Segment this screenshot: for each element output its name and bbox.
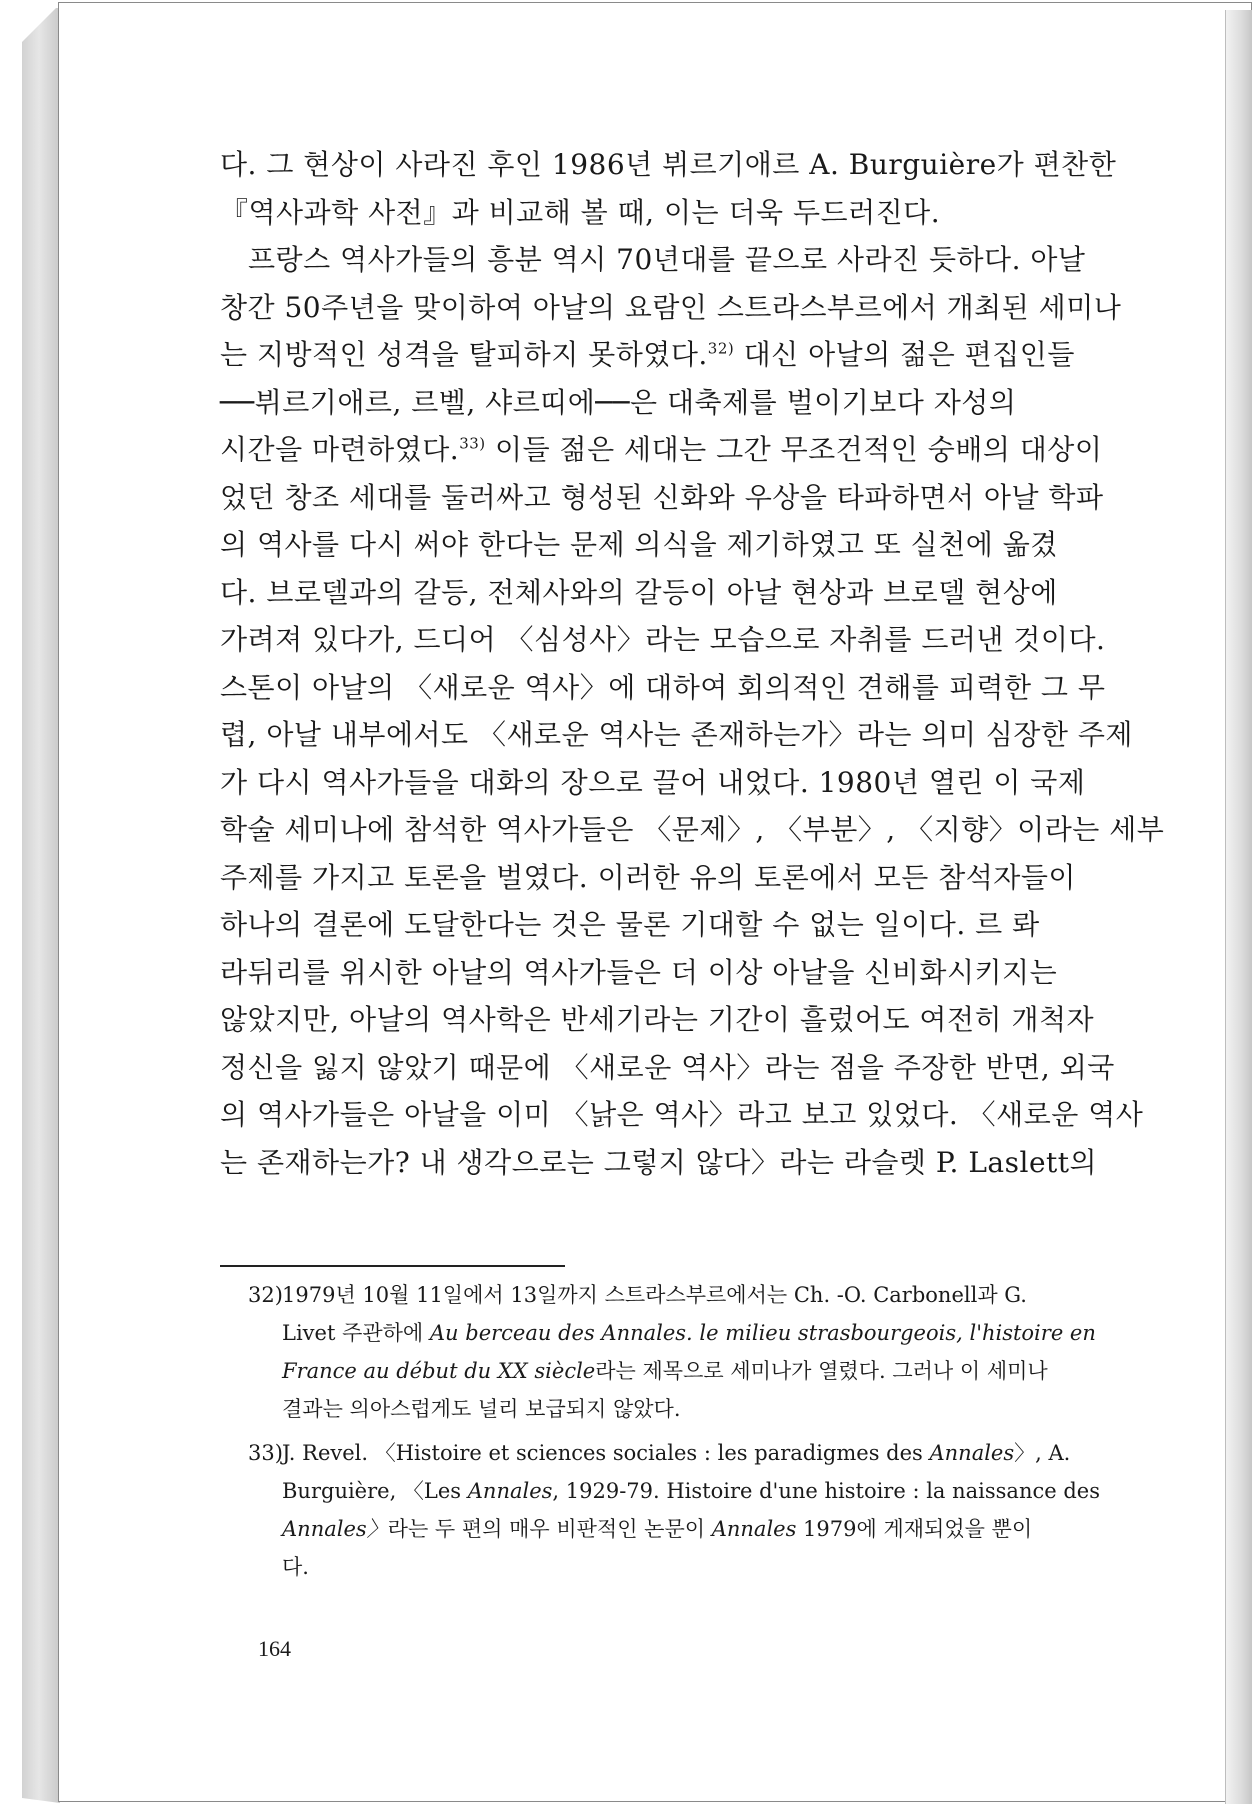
footnote-text: Livet 주관하에 [282,1321,430,1345]
footnotes [248,1276,1098,1592]
footnote-line: 결과는 의아스럽게도 널리 보급되지 않았다. [282,1397,681,1421]
body-line-18: 라뒤리를 위시한 아날의 역사가들은 더 이상 아날을 신비화시키지는 [220,955,1058,989]
body-line-15: 학술 세미나에 참석한 역사가들은 〈문제〉, 〈부분〉, 〈지향〉이라는 세부 [220,813,1165,846]
body-line-7-tail: 이들 젊은 세대는 그간 무조건적인 숭배의 대상이 [485,433,1103,466]
body-line-22: 는 존재하는가? 내 생각으로는 그렇지 않다〉라는 라슬렛 P. Laslett의 [220,1145,1098,1179]
footnote-rule [220,1265,565,1267]
footnote-line [248,1314,1098,1352]
footnote-italic: Annales〉 [282,1517,388,1541]
body-line-7-text: 시간을 마련하였다. [220,433,460,466]
body-line-13: 렵, 아날 내부에서도 〈새로운 역사는 존재하는가〉라는 의미 심장한 주제 [220,718,1133,751]
body-line-8: 었던 창조 세대를 둘러싸고 형성된 신화와 우상을 타파하면서 아날 학파 [220,480,1104,514]
footnote-line: 다. [282,1555,309,1579]
footnote-32 [248,1276,1098,1428]
footnote-line [248,1434,1098,1472]
footnote-number: 33) [248,1441,283,1465]
body-line-3: 프랑스 역사가들의 흥분 역시 70년대를 끝으로 사라진 듯하다. 아날 [248,243,1086,276]
footnote-italic: Annales [711,1517,797,1541]
body-line-10: 다. 브로델과의 갈등, 전체사와의 갈등이 아날 현상과 브로델 현상에 [220,575,1058,609]
footnote-text: , 1929-79. Histoire d'une histoire : la naissance des [552,1479,1100,1503]
footnote-italic: Annales [929,1441,1015,1465]
body-line-4: 창간 50주년을 맞이하여 아날의 요람인 스트라스부르에서 개최된 세미나 [220,290,1122,324]
book-spine [22,8,60,1803]
footnote-line [248,1510,1098,1548]
footnote-ref-32: 32) [707,339,735,358]
footnote-line [248,1472,1098,1510]
body-line-20: 정신을 잃지 않았기 때문에 〈새로운 역사〉라는 점을 주장한 반면, 외국 [220,1050,1115,1084]
body-line-12: 스톤이 아날의 〈새로운 역사〉에 대하여 회의적인 견해를 피력한 그 무 [220,670,1106,704]
body-line-21: 의 역사가들은 아날을 이미 〈낡은 역사〉라고 보고 있었다. 〈새로운 역사 [220,1098,1144,1131]
footnote-number: 32) [248,1283,283,1307]
footnote-text: Burguière, 〈Les [282,1479,468,1503]
body-line-7 [220,426,1104,474]
footnote-line: 1979년 10월 11일에서 13일까지 스트라스부르에서는 Ch. -O. Carbonell과 G. [282,1283,1027,1307]
page-edge [1225,10,1252,1804]
footnote-text: J. Revel. 〈Histoire et sciences sociales : les paradigmes des [282,1441,930,1465]
page-number: 164 [258,1636,291,1661]
footnote-italic: Annales [467,1479,553,1503]
footnote-text: 1979에 게재되었을 뿐이 [796,1517,1033,1541]
footnote-italic-title: France au début du XX siècle [282,1359,596,1383]
footnote-italic-title: Au berceau des Annales. le milieu strasbourgeois, l'histoire en [429,1321,1096,1345]
body-line-16: 주제를 가지고 토론을 벌였다. 이러한 유의 토론에서 모든 참석자들이 [220,860,1076,894]
body-line-6: ──뷔르기애르, 르벨, 샤르띠에──은 대축제를 벌이기보다 자성의 [220,385,1017,419]
body-line-17: 하나의 결론에 도달한다는 것은 물론 기대할 수 없는 일이다. 르 롸 [220,908,1040,941]
body-line-5-text: 는 지방적인 성격을 탈피하지 못하였다. [220,338,708,371]
body-line-9: 의 역사를 다시 써야 한다는 문제 의식을 제기하였고 또 실천에 옮겼 [220,528,1058,561]
body-line-14: 가 다시 역사가들을 대화의 장으로 끌어 내었다. 1980년 열린 이 국제 [220,765,1086,799]
footnote-text: 라는 제목으로 세미나가 열렸다. 그러나 이 세미나 [595,1359,1048,1383]
footnote-line [248,1352,1098,1390]
body-line-1: 다. 그 현상이 사라진 후인 1986년 뷔르기애르 A. Burguière가 편찬한 [220,148,1117,181]
footnote-text: 라는 두 편의 매우 비판적인 논문이 [387,1517,712,1541]
body-line-5 [220,331,1104,379]
body-line-19: 않았지만, 아날의 역사학은 반세기라는 기간이 흘렀어도 여전히 개척자 [220,1003,1095,1036]
body-line-11: 가려져 있다가, 드디어 〈심성사〉라는 모습으로 자취를 드러낸 것이다. [220,623,1106,656]
body-line-2: 『역사과학 사전』과 비교해 볼 때, 이는 더욱 두드러진다. [220,195,941,229]
footnote-33 [248,1434,1098,1586]
footnote-text: 〉, A. [1014,1441,1071,1465]
body-text [220,141,1165,1186]
footnote-ref-33: 33) [459,434,486,453]
body-line-5-tail: 대신 아날의 젊은 편집인들 [734,338,1075,371]
